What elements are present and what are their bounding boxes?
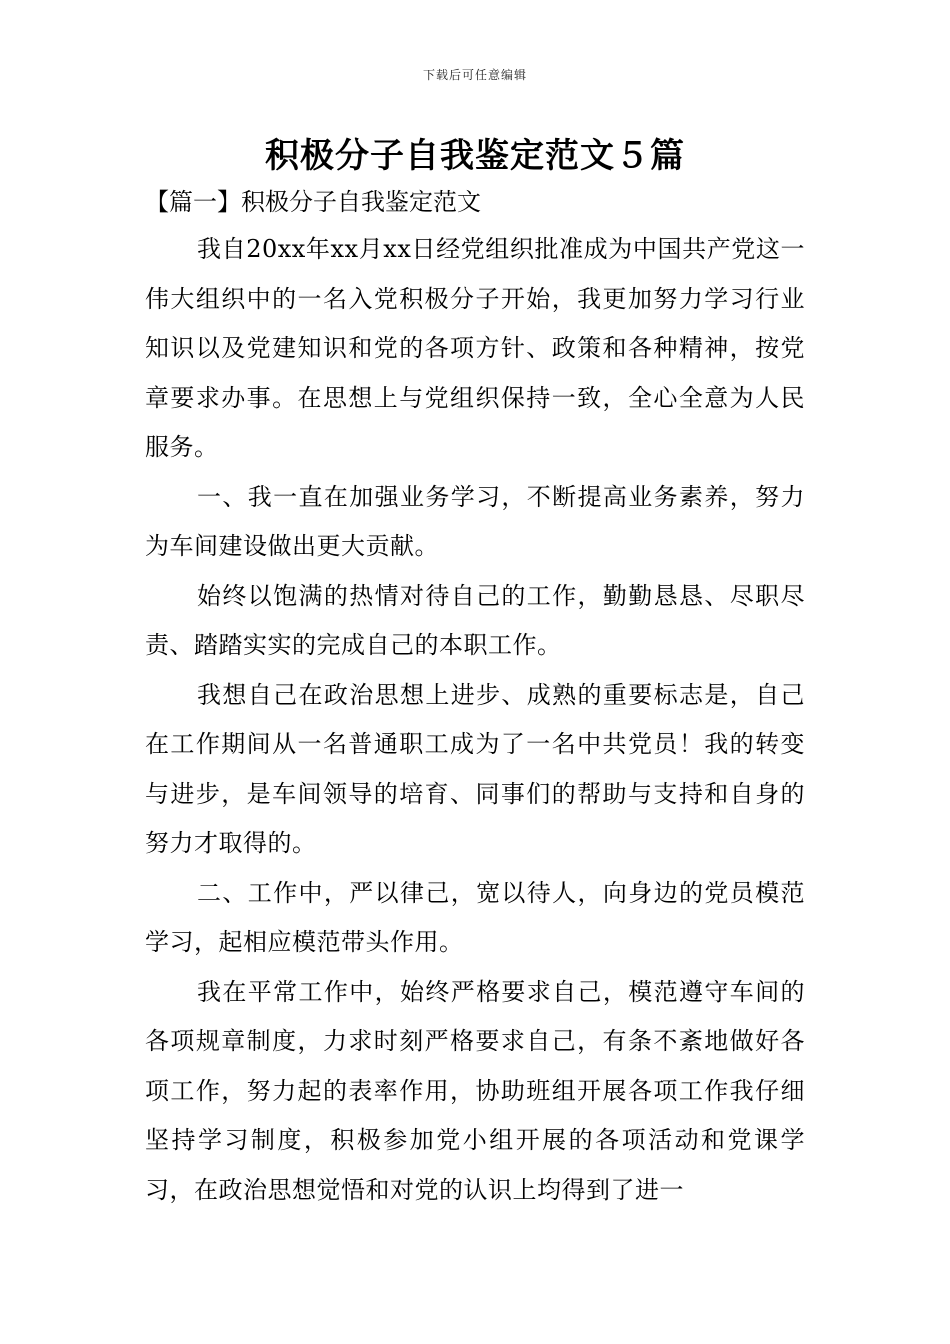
paragraph: 我想自己在政治思想上进步、成熟的重要标志是，自己在工作期间从一名普通职工成为了一名中共党员！我的转变与进步，是车间领导的培育、同事们的帮助与支持和自身的努力才取得的。 bbox=[145, 680, 805, 857]
paragraph: 我自20xx年xx月xx日经党组织批准成为中国共产党这一伟大组织中的一名入党积极分子开始，我更加努力学习行业知识以及党建知识和党的各项方针、政策和各种精神，按党章要求办事。在思想上与党组织保持一致，全心全意为人民服务。 bbox=[145, 235, 805, 461]
paragraph: 始终以饱满的热情对待自己的工作，勤勤恳恳、尽职尽责、踏踏实实的完成自己的本职工作。 bbox=[145, 581, 805, 659]
document-body bbox=[145, 225, 805, 1215]
section-heading: 【篇一】积极分子自我鉴定范文 bbox=[145, 188, 481, 216]
paragraph: 一、我一直在加强业务学习，不断提高业务素养，努力为车间建设做出更大贡献。 bbox=[145, 482, 805, 560]
page-title: 积极分子自我鉴定范文５篇 bbox=[265, 136, 685, 176]
paragraph: 我在平常工作中，始终严格要求自己，模范遵守车间的各项规章制度，力求时刻严格要求自己，有条不紊地做好各项工作，努力起的表率作用，协助班组开展各项工作我仔细坚持学习制度，积极参加党小组开展的各项活动和党课学习，在政治思想觉悟和对党的认识上均得到了进一 bbox=[145, 977, 805, 1204]
paragraph: 二、工作中，严以律己，宽以待人，向身边的党员模范学习，起相应模范带头作用。 bbox=[145, 878, 805, 956]
header-note: 下载后可任意编辑 bbox=[422, 68, 527, 82]
